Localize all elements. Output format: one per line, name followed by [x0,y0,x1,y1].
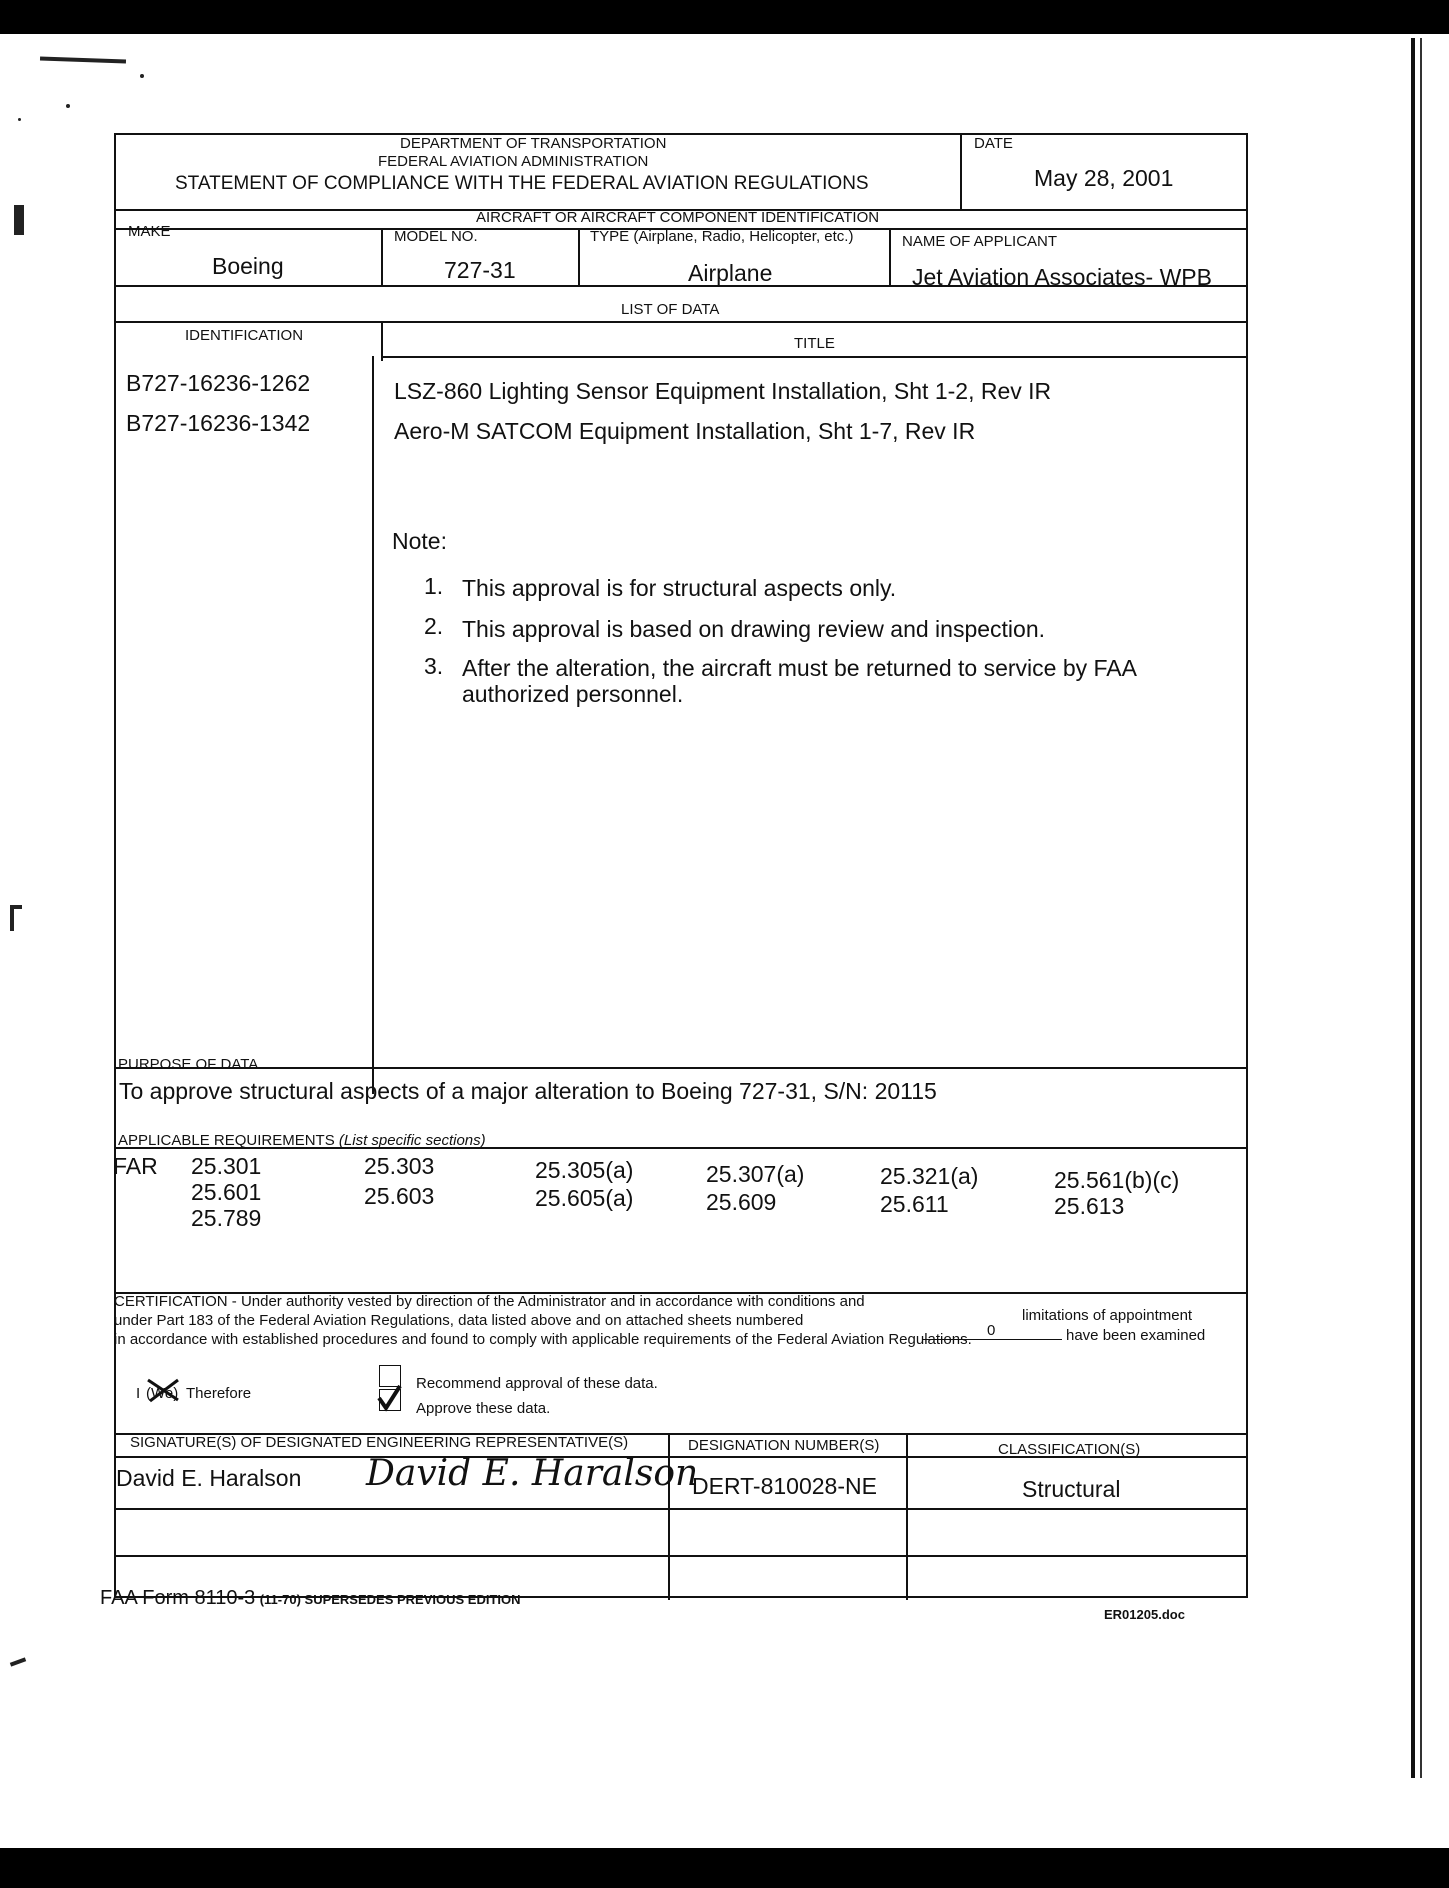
note-number: 3. [424,653,444,679]
make-value: Boeing [212,253,284,279]
divider [381,321,383,361]
list-column-divider [372,356,374,1094]
scan-mark [10,905,14,931]
requirement-item: 25.605(a) [535,1185,634,1211]
requirement-item: 25.609 [706,1189,777,1215]
identification-header: IDENTIFICATION [185,327,304,344]
divider [381,356,1246,358]
scan-border-top [0,0,1449,34]
divider [116,1508,1246,1510]
we-label: (We) [146,1385,179,1402]
divider [578,228,580,285]
requirement-item: 25.603 [364,1183,435,1209]
type-value: Airplane [688,260,773,286]
sheets-number: 0 [987,1322,996,1339]
approve-checkbox[interactable] [379,1389,401,1411]
requirement-item: 25.321(a) [880,1163,979,1189]
der-signature: David E. Haralson [366,1453,699,1494]
classification-header: CLASSIFICATION(S) [998,1441,1141,1458]
scan-edge-line [1411,38,1415,1778]
date-value: May 28, 2001 [1034,165,1174,191]
note-number: 2. [424,613,444,639]
scan-border-bottom [0,1848,1449,1888]
form-note: (11-70) SUPERSEDES PREVIOUS EDITION [259,1592,521,1607]
recommend-label: Recommend approval of these data. [416,1375,658,1392]
signature-header: SIGNATURE(S) OF DESIGNATED ENGINEERING REPRESENTATIVE(S) [130,1434,629,1451]
requirement-item: 25.307(a) [706,1161,805,1187]
requirements-prefix: FAR [113,1153,158,1179]
applicant-value: Jet Aviation Associates- WPB [912,264,1212,290]
faa-form-8110-3 [114,133,1248,1598]
form-id: FAA Form 8110-3 [100,1587,256,1609]
therefore-label: Therefore [186,1385,252,1402]
model-value: 727-31 [444,257,516,283]
date-label: DATE [974,135,1013,152]
scan-edge-line-2 [1420,38,1422,1778]
type-label: TYPE (Airplane, Radio, Helicopter, etc.) [590,228,854,245]
scan-mark [40,57,126,64]
requirements-label-note: (List specific sections) [338,1132,486,1149]
requirement-item: 25.305(a) [535,1157,634,1183]
requirement-item: 25.789 [191,1205,262,1231]
applicant-label: NAME OF APPLICANT [902,233,1058,250]
model-label: MODEL NO. [394,228,478,245]
classification-value: Structural [1022,1476,1121,1502]
doc-ref: ER01205.doc [1104,1607,1185,1622]
make-label: MAKE [128,223,171,240]
checkmark-icon [374,1384,404,1412]
data-title: Aero-M SATCOM Equipment Installation, Sht 1-7, Rev IR [394,418,976,444]
form-id-line [100,1587,521,1610]
purpose-label: PURPOSE OF DATA [118,1056,259,1073]
title-header: TITLE [794,335,835,352]
agency-name: FEDERAL AVIATION ADMINISTRATION [378,153,649,170]
data-id: B727-16236-1262 [126,370,311,396]
requirements-label-text: APPLICABLE REQUIREMENTS [118,1132,335,1149]
divider [906,1433,908,1600]
scan-mark [10,1657,26,1666]
scan-speck [140,74,144,78]
requirement-item: 25.303 [364,1153,435,1179]
data-title: LSZ-860 Lighting Sensor Equipment Installation, Sht 1-2, Rev IR [394,378,1052,404]
strikeout-icon [144,1377,184,1403]
scan-speck [18,118,21,121]
certification-text: have been examined [1066,1327,1206,1344]
aircraft-section-label: AIRCRAFT OR AIRCRAFT COMPONENT IDENTIFICATION [476,209,880,226]
i-label: I [136,1385,141,1402]
certification-text: CERTIFICATION - Under authority vested by direction of the Administrator and in accordance with conditions and [114,1293,865,1310]
divider [116,1067,1246,1069]
requirement-item: 25.611 [880,1191,949,1217]
strikeout-mark [144,1377,184,1403]
requirement-item: 25.561(b)(c) [1054,1167,1180,1193]
scan-mark [14,205,24,235]
note-text: This approval is based on drawing review and inspection. [462,616,1045,642]
note-text-continued: authorized personnel. [462,681,684,707]
requirement-item: 25.613 [1054,1193,1125,1219]
list-of-data-label: LIST OF DATA [621,301,720,318]
der-name: David E. Haralson [116,1465,302,1491]
requirements-label [118,1132,486,1149]
requirement-item: 25.601 [191,1179,262,1205]
note-text: This approval is for structural aspects only. [462,575,897,601]
divider [116,1555,1246,1557]
divider [116,285,1246,287]
department-name: DEPARTMENT OF TRANSPORTATION [400,135,667,152]
certification-text: under Part 183 of the Federal Aviation Regulations, data listed above and on attached sheets numbered [114,1312,804,1329]
scan-speck [66,104,70,108]
divider [889,228,891,285]
note-text: After the alteration, the aircraft must be returned to service by FAA [462,655,1137,681]
note-label: Note: [392,528,447,554]
data-id: B727-16236-1342 [126,410,311,436]
certification-text: limitations of appointment [1022,1307,1193,1324]
date-divider [960,135,962,209]
divider [381,228,383,285]
approve-label: Approve these data. [416,1400,551,1417]
divider [116,321,1246,323]
purpose-text: To approve structural aspects of a major alteration to Boeing 727-31, S/N: 20115 [119,1078,937,1104]
designation-number: DERT-810028-NE [692,1473,877,1499]
designation-header: DESIGNATION NUMBER(S) [688,1437,880,1454]
requirement-item: 25.301 [191,1153,262,1179]
note-number: 1. [424,573,444,599]
form-title: STATEMENT OF COMPLIANCE WITH THE FEDERAL AVIATION REGULATIONS [175,173,869,194]
certification-text: in accordance with established procedures and found to comply with applicable requirements of the Federal Aviation Regulations. [114,1331,972,1348]
